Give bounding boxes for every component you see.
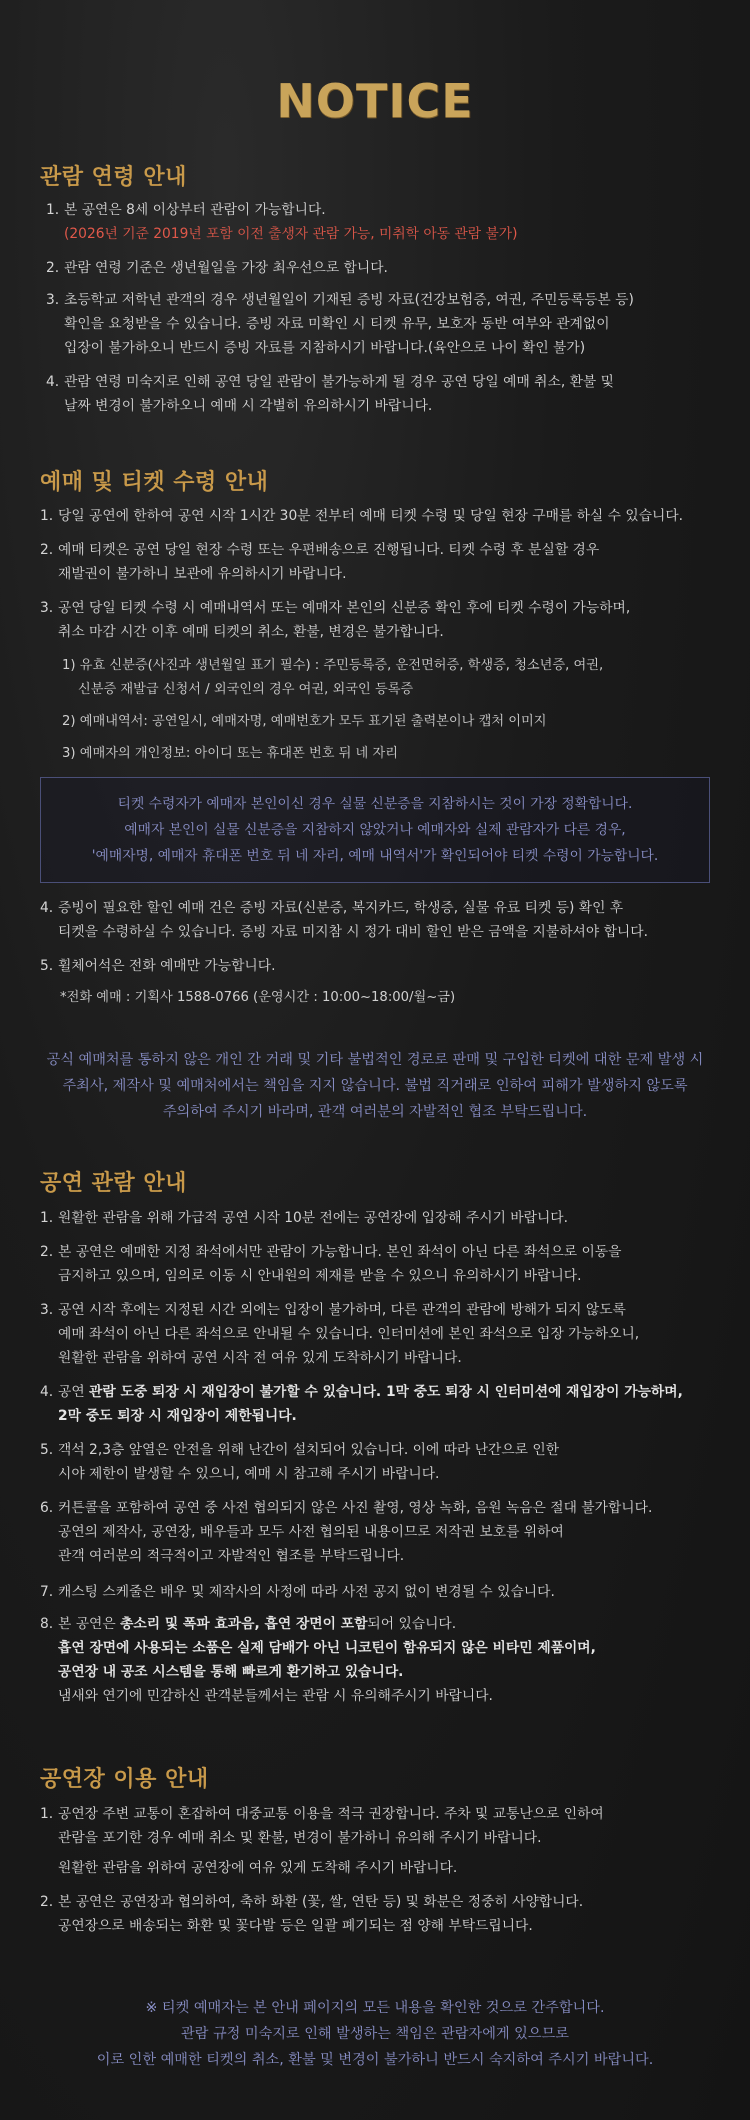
list-item: 재발권이 불가하니 보관에 유의하시기 바랍니다.: [58, 566, 347, 582]
list-item: 공연 시작 후에는 지정된 시간 외에는 입장이 불가하며, 다른 관객의 관람에 방해가 되지 않도록: [58, 1302, 626, 1318]
text: 본 공연은: [58, 1616, 121, 1632]
sub-item: 3) 예매자의 개인정보: 아이디 또는 휴대폰 번호 뒤 네 자리: [62, 746, 398, 761]
list-item: 당일 공연에 한하여 공연 시작 1시간 30분 전부터 예매 티켓 수령 및 당일 현장 구매를 하실 수 있습니다.: [58, 508, 684, 524]
list-item: 티켓을 수령하실 수 있습니다. 증빙 자료 미지참 시 정가 대비 할인 받은 금액을 지불하셔야 합니다.: [58, 924, 648, 940]
footer-note: 관람 규정 미숙지로 인해 발생하는 책임은 관람자에게 있으므로: [181, 2026, 569, 2042]
list-number: 3.: [40, 600, 54, 616]
list-item: 본 공연은 공연장과 협의하여, 축하 화환 (꽃, 쌀, 연탄 등) 및 화분은 정중히 사양합니다.: [58, 1894, 584, 1910]
footer-note: ※ 티켓 예매자는 본 안내 페이지의 모든 내용을 확인한 것으로 간주합니다.: [145, 2000, 605, 2016]
list-number: 2.: [46, 260, 60, 276]
list-item-emphasis: 공연장 내 공조 시스템을 통해 빠르게 환기하고 있습니다.: [58, 1664, 404, 1680]
list-item: [58, 1380, 683, 1404]
emphasis-text: 총소리 및 폭파 효과음, 흡연 장면이 포함: [120, 1616, 368, 1632]
list-item: 냄새와 연기에 민감하신 관객분들께서는 관람 시 유의해주시기 바랍니다.: [58, 1688, 493, 1704]
list-number: 4.: [46, 374, 60, 390]
list-item: 공연장 주변 교통이 혼잡하여 대중교통 이용을 적극 권장합니다. 주차 및 교통난으로 인하여: [58, 1806, 604, 1822]
list-number: 7.: [40, 1584, 54, 1600]
list-item: 취소 마감 시간 이후 예매 티켓의 취소, 환불, 변경은 불가합니다.: [58, 624, 444, 640]
phone-info: *전화 예매 : 기획사 1588-0766 (운영시간 : 10:00~18:00/월~금): [60, 990, 456, 1005]
list-number: 3.: [40, 1302, 54, 1318]
list-number: 2.: [40, 1244, 54, 1260]
list-number: 8.: [40, 1616, 54, 1632]
list-item: 관람을 포기한 경우 예매 취소 및 환불, 변경이 불가하니 유의해 주시기 바랍니다.: [58, 1830, 542, 1846]
box-line: '예매자명, 예매자 휴대폰 번호 뒤 네 자리, 예매 내역서'가 확인되어야 티켓 수령이 가능합니다.: [91, 848, 659, 864]
list-item: 원활한 관람을 위해 가급적 공연 시작 10분 전에는 공연장에 입장해 주시기 바랍니다.: [58, 1210, 568, 1226]
list-item: 관람 연령 미숙지로 인해 공연 당일 관람이 불가능하게 될 경우 공연 당일 예매 취소, 환불 및: [64, 374, 614, 390]
list-item: 증빙이 필요한 할인 예매 건은 증빙 자료(신분증, 복지카드, 학생증, 실물 유료 티켓 등) 확인 후: [58, 900, 624, 916]
list-item-warning: (2026년 기준 2019년 포함 이전 출생자 관람 가능, 미취학 아동 관람 불가): [64, 226, 518, 242]
sub-item: 2) 예매내역서: 공연일시, 예매자명, 예매번호가 모두 표기된 출력본이나 캡처 이미지: [62, 714, 547, 729]
section-heading-age: 관람 연령 안내: [40, 165, 187, 190]
list-number: 1.: [40, 1210, 54, 1226]
list-item: 원활한 관람을 위하여 공연 시작 전 여유 있게 도착하시기 바랍니다.: [58, 1350, 462, 1366]
list-item: 공연 당일 티켓 수령 시 예매내역서 또는 예매자 본인의 신분증 확인 후에 티켓 수령이 가능하며,: [58, 600, 631, 616]
section-heading-viewing: 공연 관람 안내: [40, 1171, 187, 1196]
list-item: 금지하고 있으며, 임의로 이동 시 안내원의 제재를 받을 수 있으니 유의하시기 바랍니다.: [58, 1268, 582, 1284]
sub-item: 신분증 재발급 신청서 / 외국인의 경우 여권, 외국인 등록증: [78, 682, 414, 697]
id-notice-box: [40, 777, 710, 883]
emphasis-text: 관람 도중 퇴장 시 재입장이 불가할 수 있습니다. 1막 중도 퇴장 시 인터미션에 재입장이 가능하며,: [89, 1384, 683, 1400]
list-number: 4.: [40, 900, 54, 916]
list-number: 2.: [40, 542, 54, 558]
list-number: 6.: [40, 1500, 54, 1516]
sub-item: 1) 유효 신분증(사진과 생년월일 표기 필수) : 주민등록증, 운전면허증, 학생증, 청소년증, 여권,: [62, 658, 604, 673]
list-number: 3.: [46, 292, 60, 308]
list-item: 시야 제한이 발생할 수 있으니, 예매 시 참고해 주시기 바랍니다.: [58, 1466, 440, 1482]
list-number: 1.: [40, 1806, 54, 1822]
list-number: 1.: [40, 508, 54, 524]
list-item: 관람 연령 기준은 생년월일을 가장 최우선으로 합니다.: [64, 260, 388, 276]
text: 되어 있습니다.: [367, 1616, 457, 1632]
page-title: NOTICE: [276, 74, 474, 128]
list-item: 날짜 변경이 불가하오니 예매 시 각별히 유의하시기 바랍니다.: [64, 398, 433, 414]
box-line: 티켓 수령자가 예매자 본인이신 경우 실물 신분증을 지참하시는 것이 가장 정확합니다.: [117, 796, 633, 812]
section-heading-venue: 공연장 이용 안내: [40, 1767, 209, 1792]
list-item: 원활한 관람을 위하여 공연장에 여유 있게 도착해 주시기 바랍니다.: [58, 1860, 458, 1876]
list-item: 본 공연은 8세 이상부터 관람이 가능합니다.: [64, 202, 326, 218]
list-number: 2.: [40, 1894, 54, 1910]
list-item: 초등학교 저학년 관객의 경우 생년월일이 기재된 증빙 자료(건강보험증, 여권, 주민등록등본 등): [64, 292, 634, 308]
list-item: 객석 2,3층 앞열은 안전을 위해 난간이 설치되어 있습니다. 이에 따라 난간으로 인한: [58, 1442, 560, 1458]
list-item: 확인을 요청받을 수 있습니다. 증빙 자료 미확인 시 티켓 유무, 보호자 동반 여부와 관계없이: [64, 316, 610, 332]
list-item: 공연의 제작사, 공연장, 배우들과 모두 사전 협의된 내용이므로 저작권 보호를 위하여: [58, 1524, 564, 1540]
list-item: 본 공연은 예매한 지정 좌석에서만 관람이 가능합니다. 본인 좌석이 아닌 다른 좌석으로 이동을: [58, 1244, 622, 1260]
list-item: 관객 여러분의 적극적이고 자발적인 협조를 부탁드립니다.: [58, 1548, 405, 1564]
list-item: 휠체어석은 전화 예매만 가능합니다.: [58, 958, 276, 974]
illegal-trade-warning: 공식 예매처를 통하지 않은 개인 간 거래 및 기타 불법적인 경로로 판매 및 구입한 티켓에 대한 문제 발생 시: [46, 1052, 704, 1068]
list-number: 5.: [40, 958, 54, 974]
list-item: 예매 좌석이 아닌 다른 좌석으로 안내될 수 있습니다. 인터미션에 본인 좌석으로 입장 가능하오니,: [58, 1326, 640, 1342]
list-number: 4.: [40, 1384, 54, 1400]
list-number: 5.: [40, 1442, 54, 1458]
list-item: 커튼콜을 포함하여 공연 중 사전 협의되지 않은 사진 촬영, 영상 녹화, 음원 녹음은 절대 불가합니다.: [58, 1500, 653, 1516]
illegal-trade-warning: 주최사, 제작사 및 예매처에서는 책임을 지지 않습니다. 불법 직거래로 인하여 피해가 발생하지 않도록: [62, 1078, 688, 1094]
list-item: 캐스팅 스케줄은 배우 및 제작사의 사정에 따라 사전 공지 없이 변경될 수 있습니다.: [58, 1584, 555, 1600]
list-number: 1.: [46, 202, 60, 218]
list-item: [58, 1612, 456, 1636]
list-item: 공연장으로 배송되는 화환 및 꽃다발 등은 일괄 폐기되는 점 양해 부탁드립니다.: [58, 1918, 533, 1934]
list-item-emphasis: 흡연 장면에 사용되는 소품은 실제 담배가 아닌 니코틴이 함유되지 않은 비타민 제품이며,: [58, 1640, 596, 1656]
box-line: 예매자 본인이 실물 신분증을 지참하지 않았거나 예매자와 실제 관람자가 다른 경우,: [124, 822, 626, 838]
illegal-trade-warning: 주의하여 주시기 바라며, 관객 여러분의 자발적인 협조 부탁드립니다.: [162, 1104, 588, 1120]
text: 공연: [58, 1384, 90, 1400]
list-item: 예매 티켓은 공연 당일 현장 수령 또는 우편배송으로 진행됩니다. 티켓 수령 후 분실할 경우: [58, 542, 600, 558]
list-item-emphasis: 2막 중도 퇴장 시 재입장이 제한됩니다.: [58, 1408, 297, 1424]
footer-note: 이로 인한 예매한 티켓의 취소, 환불 및 변경이 불가하니 반드시 숙지하여 주시기 바랍니다.: [96, 2052, 654, 2068]
section-heading-ticket: 예매 및 티켓 수령 안내: [40, 470, 269, 495]
list-item: 입장이 불가하오니 반드시 증빙 자료를 지참하시기 바랍니다.(육안으로 나이 확인 불가): [64, 340, 586, 356]
